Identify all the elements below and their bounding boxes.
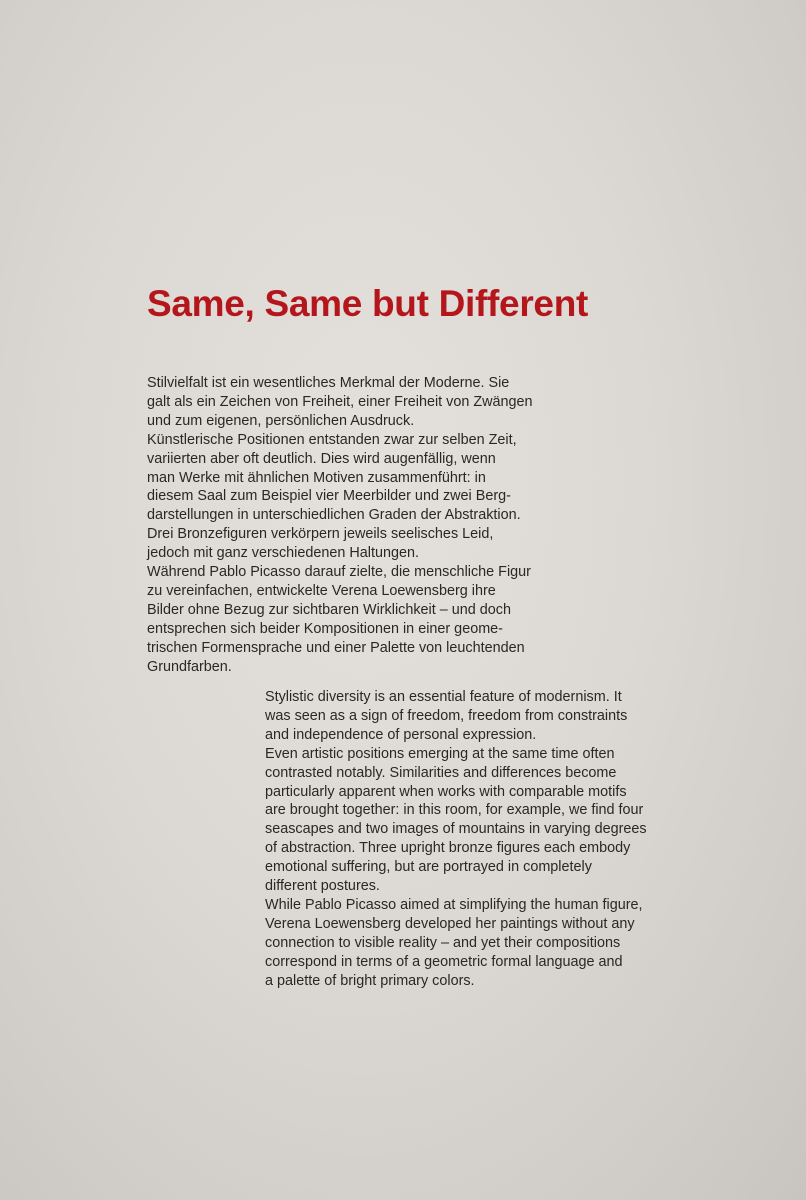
german-line: darstellungen in unterschiedlichen Graden der Abstraktion. <box>147 507 521 524</box>
german-line: trischen Formensprache und einer Palette von leuchtenden <box>147 639 525 656</box>
english-line: different postures. <box>265 878 380 895</box>
english-line: are brought together: in this room, for example, we find four <box>265 802 644 819</box>
english-line: Stylistic diversity is an essential feature of modernism. It <box>265 689 622 705</box>
german-description <box>147 374 533 677</box>
german-line: diesem Saal zum Beispiel vier Meerbilder und zwei Berg- <box>147 488 511 505</box>
english-description <box>265 688 647 991</box>
english-line: connection to visible reality – and yet their compositions <box>265 934 621 951</box>
german-line: und zum eigenen, persönlichen Ausdruck. <box>147 412 415 429</box>
english-line: contrasted notably. Similarities and differences become <box>265 764 617 781</box>
english-line: was seen as a sign of freedom, freedom from constraints <box>265 707 628 724</box>
german-line: Künstlerische Positionen entstanden zwar zur selben Zeit, <box>147 431 517 448</box>
german-line: Während Pablo Picasso darauf zielte, die menschliche Figur <box>147 564 531 581</box>
english-line: a palette of bright primary colors. <box>265 972 475 989</box>
english-line: Verena Loewensberg developed her paintings without any <box>265 915 635 932</box>
german-line: Stilvielfalt ist ein wesentliches Merkmal der Moderne. Sie <box>147 375 510 391</box>
english-line: Even artistic positions emerging at the same time often <box>265 745 615 762</box>
english-line: particularly apparent when works with comparable motifs <box>265 783 627 800</box>
german-line: variierten aber oft deutlich. Dies wird augenfällig, wenn <box>147 450 496 467</box>
german-line: jedoch mit ganz verschiedenen Haltungen. <box>147 545 419 562</box>
english-line: of abstraction. Three upright bronze figures each embody <box>265 840 631 857</box>
english-line: and independence of personal expression. <box>265 726 537 743</box>
german-line: galt als ein Zeichen von Freiheit, einer Freiheit von Zwängen <box>147 393 533 410</box>
english-line: seascapes and two images of mountains in varying degrees <box>265 821 647 838</box>
german-line: man Werke mit ähnlichen Motiven zusammenführt: in <box>147 469 486 486</box>
english-line: correspond in terms of a geometric formal language and <box>265 953 623 970</box>
english-line: While Pablo Picasso aimed at simplifying the human figure, <box>265 896 643 913</box>
german-line: Bilder ohne Bezug zur sichtbaren Wirklichkeit – und doch <box>147 601 511 618</box>
english-line: emotional suffering, but are portrayed in completely <box>265 859 592 876</box>
german-line: entsprechen sich beider Kompositionen in einer geome- <box>147 620 503 637</box>
german-line: Drei Bronzefiguren verkörpern jeweils seelisches Leid, <box>147 526 494 543</box>
exhibition-title: Same, Same but Different <box>147 283 589 324</box>
german-line: zu vereinfachen, entwickelte Verena Loewensberg ihre <box>147 582 496 599</box>
german-line: Grundfarben. <box>147 658 232 675</box>
